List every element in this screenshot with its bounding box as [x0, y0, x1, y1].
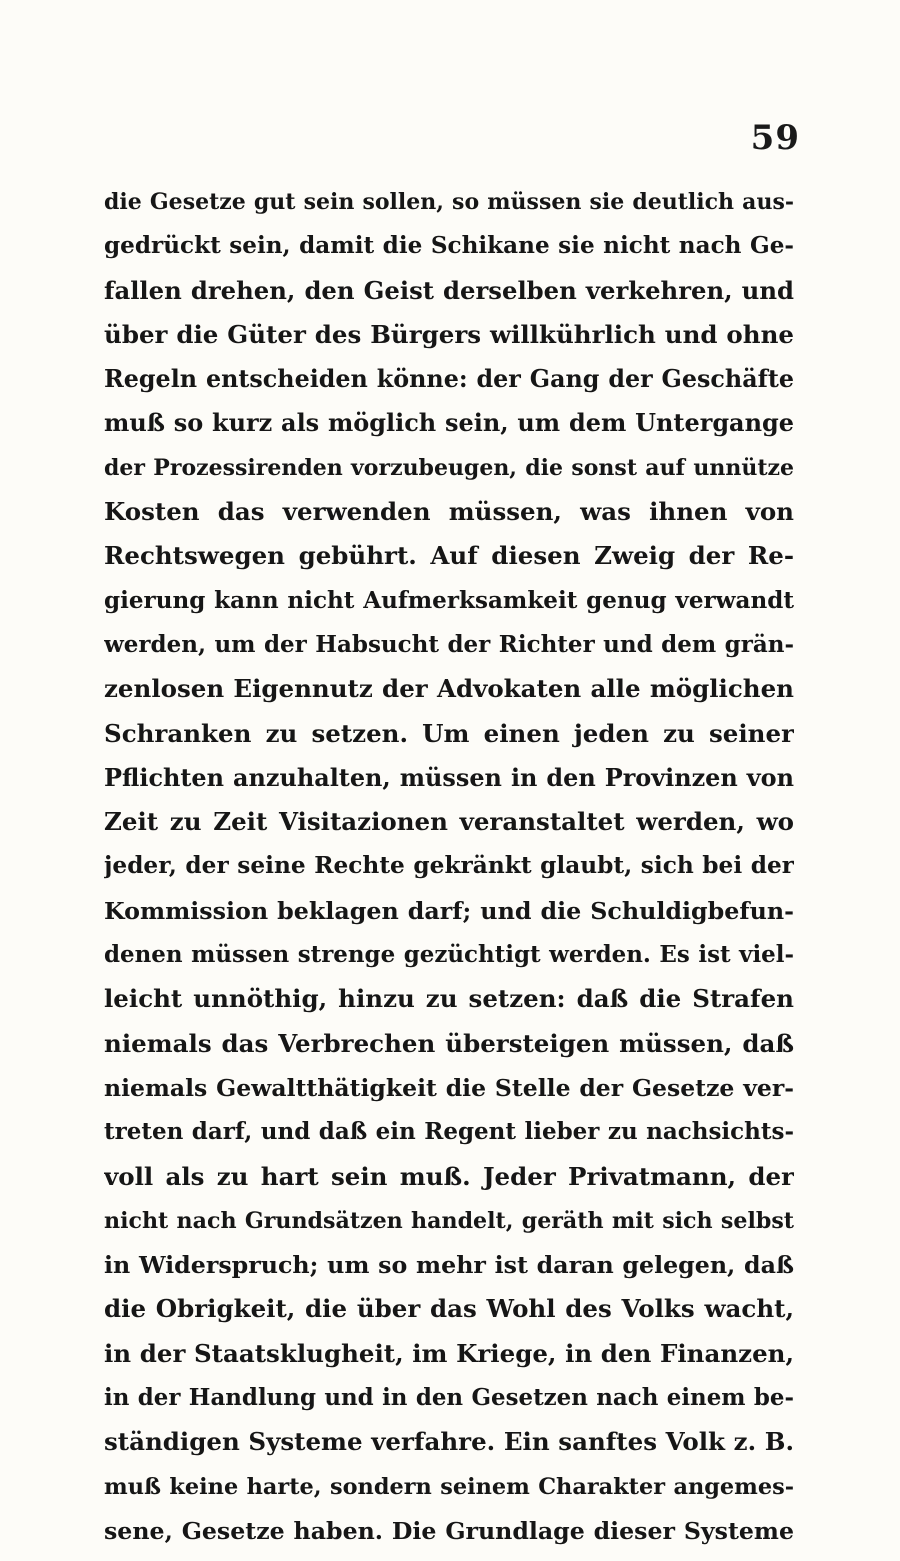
text-line: Pflichten anzuhalten, müssen in den Provinzen von [104, 763, 794, 792]
text-line: in der Handlung und in den Gesetzen nach einem be- [104, 1384, 794, 1412]
text-line: Rechtswegen gebührt. Auf diesen Zweig der Re- [104, 541, 794, 571]
text-line: Kommission beklagen darf; und die Schuldigbefun- [104, 896, 794, 925]
text-line: muß keine harte, sondern seinem Charakter angemes- [104, 1473, 794, 1500]
text-line: nicht nach Grundsätzen handelt, geräth mit sich selbst [104, 1207, 794, 1234]
text-line: fallen drehen, den Geist derselben verkehren, und [104, 275, 794, 305]
text-line: Zeit zu Zeit Visitazionen veranstaltet werden, wo [104, 807, 794, 837]
text-line: Schranken zu setzen. Um einen jeden zu seiner [104, 718, 794, 748]
text-line: werden, um der Habsucht der Richter und dem grän- [104, 630, 794, 658]
text-line: in der Staatsklugheit, im Kriege, in den Finanzen, [104, 1338, 794, 1368]
text-line: gierung kann nicht Aufmerksamkeit genug verwandt [104, 586, 794, 614]
text-line: die Obrigkeit, die über das Wohl des Volks wacht, [104, 1294, 794, 1324]
text-line: die Gesetze gut sein sollen, so müssen sie deutlich aus- [104, 189, 794, 215]
text-line: leicht unnöthig, hinzu zu setzen: daß die Strafen [104, 984, 794, 1014]
body-text [104, 180, 794, 1553]
text-line: der Prozessirenden vorzubeugen, die sonst auf unnütze [104, 454, 794, 481]
text-line: treten darf, und daß ein Regent lieber zu nachsichts- [104, 1118, 794, 1146]
text-line: in Widerspruch; um so mehr ist daran gelegen, daß [104, 1251, 794, 1280]
text-line: Kosten das verwenden müssen, was ihnen von [104, 497, 794, 527]
text-line: sene, Gesetze haben. Die Grundlage dieser Systeme [104, 1516, 794, 1545]
text-line: Regeln entscheiden könne: der Gang der Geschäfte [104, 365, 794, 394]
text-line: niemals Gewaltthätigkeit die Stelle der Gesetze ver- [104, 1073, 794, 1102]
text-line: niemals das Verbrechen übersteigen müssen, daß [104, 1028, 794, 1058]
text-line: ständigen Systeme verfahre. Ein sanftes Volk z. B. [104, 1427, 794, 1457]
page-number: 59 [750, 118, 800, 158]
text-line: denen müssen strenge gezüchtigt werden. Es ist viel- [104, 941, 794, 969]
text-line: voll als zu hart sein muß. Jeder Privatmann, der [104, 1161, 794, 1191]
text-line: muß so kurz als möglich sein, um dem Untergange [104, 409, 794, 438]
text-line: gedrückt sein, damit die Schikane sie nicht nach Ge- [104, 232, 794, 260]
text-line: über die Güter des Bürgers willkührlich und ohne [104, 319, 794, 349]
text-line: jeder, der seine Rechte gekränkt glaubt, sich bei der [104, 852, 794, 880]
text-line: zenlosen Eigennutz der Advokaten alle möglichen [104, 674, 794, 704]
